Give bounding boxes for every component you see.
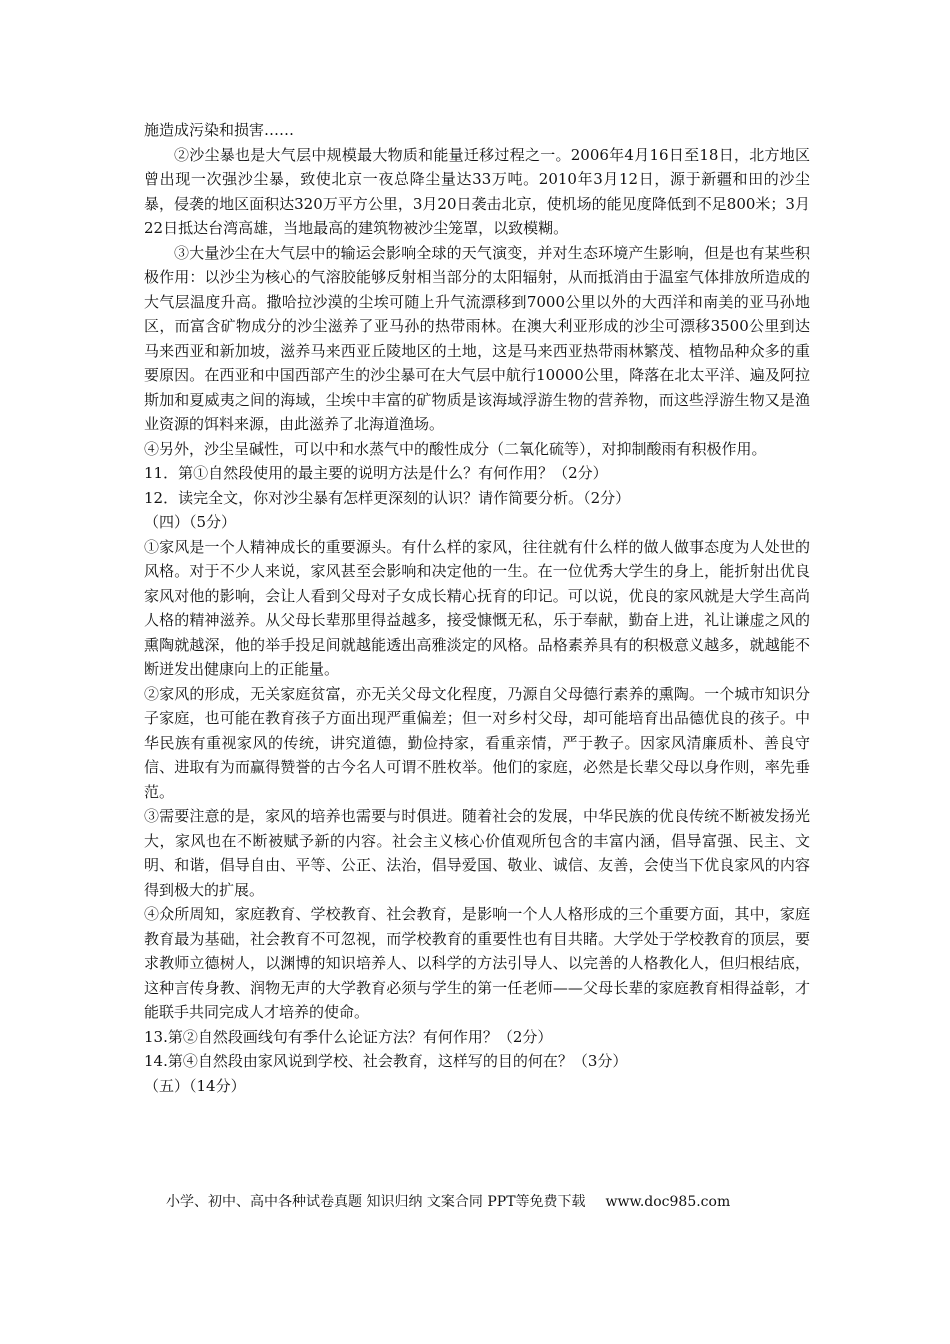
- passage4-paragraph-1: ①家风是一个人精神成长的重要源头。有什么样的家风，往往就有什么样的做人做事态度为人处世的风格。对于不少人来说，家风甚至会影响和决定他的一生。在一位优秀大学生的身上，能折射出优良家风对他的影响，会让人看到父母对子女成长精心抚育的印记。可以说，优良的家风就是大学生高尚人格的精神滋养。从父母长辈那里得益越多，接受慷慨无私，乐于奉献，勤奋上进，礼让谦虚之风的熏陶就越深，他的举手投足间就越能透出高雅淡定的风格。品格素养具有的积极意义越多，就越能不断迸发出健康向上的正能量。: [144, 537, 810, 678]
- footer-url: www.doc985.com: [605, 1194, 731, 1210]
- passage4-paragraph-4: ④众所周知，家庭教育、学校教育、社会教育，是影响一个人人格形成的三个重要方面，其中，家庭教育最为基础，社会教育不可忽视，而学校教育的重要性也有目共睹。大学处于学校教育的顶层，要求教师立德树人，以渊博的知识培养人、以科学的方法引导人、以完善的人格教化人，但归根结底，这种言传身教、润物无声的大学教育必须与学生的第一任老师——父母长辈的家庭教育相得益彰，才能联手共同完成人才培养的使命。: [144, 905, 810, 1021]
- section-5-heading: （五）（14分）: [144, 1076, 246, 1095]
- question-11: 11．第①自然段使用的最主要的说明方法是什么？有何作用？（2分）: [144, 464, 608, 482]
- page-footer: [166, 1192, 730, 1212]
- question-13: 13.第②自然段画线句有季什么论证方法？有何作用？（2分）: [144, 1027, 553, 1046]
- question-12: 12．读完全文，你对沙尘暴有怎样更深刻的认识？请作简要分析。（2分）: [144, 488, 631, 507]
- question-14: 14.第④自然段由家风说到学校、社会教育，这样写的目的何在？（3分）: [144, 1052, 628, 1070]
- passage3-paragraph-4: ④另外，沙尘呈碱性，可以中和水蒸气中的酸性成分（二氧化硫等），对抑制酸雨有积极作用。: [144, 439, 767, 458]
- passage4-paragraph-3: ③需要注意的是，家风的培养也需要与时俱进。随着社会的发展，中华民族的优良传统不断被发扬光大，家风也在不断被赋予新的内容。社会主义核心价值观所包含的丰富内涵，倡导富强、民主、文明、和谐，倡导自由、平等、公正、法治，倡导爱国、敬业、诚信、友善，会使当下优良家风的内容得到极大的扩展。: [144, 807, 810, 899]
- footer-text: 小学、初中、高中各种试卷真题 知识归纳 文案合同 PPT等免费下载: [166, 1194, 586, 1210]
- section-4-heading: （四）（5分）: [144, 513, 237, 531]
- passage3-paragraph-3: ③大量沙尘在大气层中的输运会影响全球的天气演变，并对生态环境产生影响，但是也有某些积极作用：以沙尘为核心的气溶胶能够反射相当部分的太阳辐射，从而抵消由于温室气体排放所造成的大气层温度升高。撒哈拉沙漠的尘埃可随上升气流漂移到7000公里以外的大西洋和南美的亚马孙地区，而富含矿物成分的沙尘滋养了亚马孙的热带雨林。在澳大利亚形成的沙尘可漂移3500公里到达马来西亚和新加坡，滋养马来西亚丘陵地区的土地，这是马来西亚热带雨林繁茂、植物品种众多的重要原因。在西亚和中国西部产生的沙尘暴可在大气层中航行10000公里，降落在北太平洋、遍及阿拉斯加和夏威夷之间的海域，尘埃中丰富的矿物质是该海域浮游生物的营养物，而这些浮游生物又是渔业资源的饵料来源，由此滋养了北海道渔场。: [144, 243, 810, 433]
- passage4-paragraph-2: ②家风的形成，无关家庭贫富，亦无关父母文化程度，乃源自父母德行素养的熏陶。一个城市知识分子家庭，也可能在教育孩子方面出现严重偏差；但一对乡村父母，却可能培育出品德优良的孩子。中华民族有重视家风的传统，讲究道德，勤俭持家，看重亲情，严于教子。因家风清廉质朴、善良守信、进取有为而赢得赞誉的古今名人可谓不胜枚举。他们的家庭，必然是长辈父母以身作则，率先垂范。: [144, 684, 810, 801]
- document-page: [144, 118, 810, 1098]
- passage3-paragraph-0-tail: 施造成污染和损害……: [144, 121, 295, 139]
- passage3-paragraph-2: ②沙尘暴也是大气层中规模最大物质和能量迁移过程之一。2006年4月16日至18日，北方地区曾出现一次强沙尘暴，致使北京一夜总降尘量达33万吨。2010年3月12日，源于新疆和田的沙尘暴，侵袭的地区面积达320万平方公里，3月20日袭击北京，使机场的能见度降低到不足800米；3月22日抵达台湾高雄，当地最高的建筑物被沙尘笼罩，以致模糊。: [144, 145, 810, 237]
